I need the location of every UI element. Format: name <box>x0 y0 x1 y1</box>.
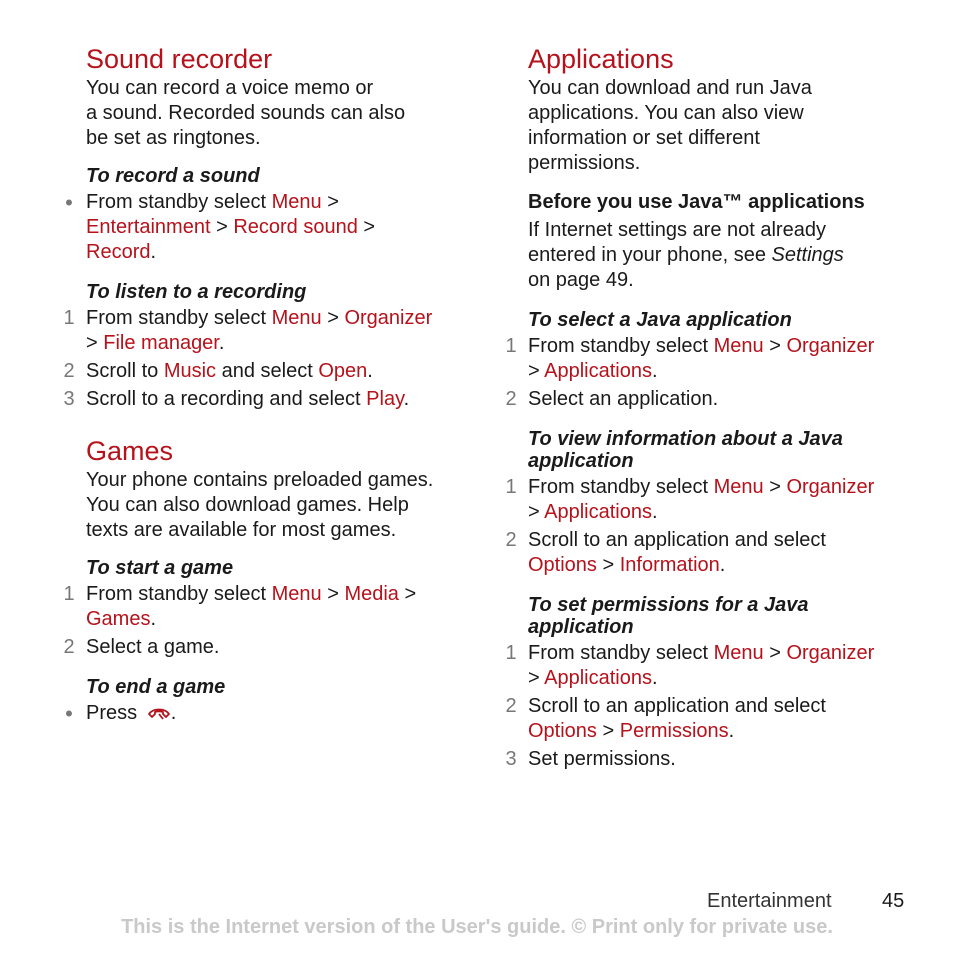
before-java-text: If Internet settings are not already entered in your phone, see Settings on page 49. <box>528 219 844 291</box>
list-item: 2 Scroll to Music and select Open. <box>63 360 373 382</box>
left-column <box>63 42 476 728</box>
applications-link[interactable]: Applications <box>544 360 652 382</box>
step-number: 3 <box>505 748 517 770</box>
start-game-title: To start a game <box>86 557 234 579</box>
menu-link[interactable]: Menu <box>271 191 322 213</box>
menu-link[interactable]: Menu <box>713 642 764 664</box>
step-number: 1 <box>505 642 517 664</box>
step-number: 1 <box>63 583 75 605</box>
games-link[interactable]: Games <box>86 608 151 630</box>
menu-link[interactable]: Menu <box>271 583 322 605</box>
record-sound-link[interactable]: Record sound <box>233 216 358 238</box>
play-link[interactable]: Play <box>366 388 404 410</box>
menu-link[interactable]: Menu <box>713 476 764 498</box>
list-item: 2 Scroll to an application and select Options > Information. <box>505 529 826 576</box>
applications-link[interactable]: Applications <box>544 501 652 523</box>
set-permissions-steps <box>505 641 928 772</box>
right-column <box>505 42 928 772</box>
select-java-steps <box>505 334 928 412</box>
view-info-title: To view information about a Java application <box>528 428 843 472</box>
music-link[interactable]: Music <box>163 360 217 382</box>
open-link[interactable]: Open <box>318 360 368 382</box>
end-game-steps <box>65 701 476 728</box>
file-manager-link[interactable]: File manager <box>103 332 219 354</box>
listen-recording-steps <box>63 306 476 412</box>
entertainment-link[interactable]: Entertainment <box>86 216 211 238</box>
menu-link[interactable]: Menu <box>713 335 764 357</box>
listen-recording-title: To listen to a recording <box>86 281 307 303</box>
step-number: 3 <box>63 388 75 410</box>
list-item: 1 From standby select Menu > Organizer > Applications. <box>505 476 875 523</box>
page-number: 45 <box>882 890 905 912</box>
step-number: 1 <box>505 476 517 498</box>
applications-heading: Applications <box>528 44 674 74</box>
menu-link[interactable]: Menu <box>271 307 322 329</box>
list-item: • From standby select Menu > Entertainment > Record sound > Record. <box>86 190 476 265</box>
list-item: 2 Select a game. <box>63 636 220 658</box>
list-item: • Press . <box>86 701 476 728</box>
list-item: 1 From standby select Menu > Organizer > File manager. <box>63 307 433 354</box>
record-link[interactable]: Record <box>86 241 151 263</box>
step-number: 2 <box>505 529 517 551</box>
list-item: 2 Select an application. <box>505 388 719 410</box>
end-call-icon <box>147 703 171 728</box>
organizer-link[interactable]: Organizer <box>786 642 875 664</box>
step-number: 1 <box>505 335 517 357</box>
start-game-steps <box>63 582 476 660</box>
bullet-icon: • <box>65 190 73 215</box>
end-game-title: To end a game <box>86 676 226 698</box>
list-item: 3 Scroll to a recording and select Play. <box>63 388 410 410</box>
step-number: 2 <box>505 695 517 717</box>
record-sound-title: To record a sound <box>86 165 260 187</box>
games-heading: Games <box>86 436 174 466</box>
settings-reference: Settings <box>771 244 844 266</box>
applications-intro: You can download and run Java applications. You can also view information or set different permissions. <box>528 77 812 174</box>
list-item: 1 From standby select Menu > Organizer > Applications. <box>505 642 875 689</box>
step-number: 2 <box>63 636 75 658</box>
organizer-link[interactable]: Organizer <box>786 476 875 498</box>
sound-recorder-intro: You can record a voice memo or a sound. Recorded sounds can also be set as ringtones. <box>86 77 406 149</box>
set-permissions-title: To set permissions for a Java application <box>528 594 809 638</box>
step-number: 1 <box>63 307 75 329</box>
list-item: 3 Set permissions. <box>505 748 676 770</box>
bullet-icon: • <box>65 701 73 726</box>
organizer-link[interactable]: Organizer <box>786 335 875 357</box>
before-java-heading: Before you use Java™ applications <box>528 191 865 213</box>
permissions-link[interactable]: Permissions <box>619 720 729 742</box>
disclaimer-text: This is the Internet version of the User's guide. © Print only for private use. <box>121 916 833 938</box>
list-item: 1 From standby select Menu > Media > Games. <box>63 583 417 630</box>
view-info-steps <box>505 475 928 578</box>
information-link[interactable]: Information <box>619 554 720 576</box>
list-item: 2 Scroll to an application and select Options > Permissions. <box>505 695 826 742</box>
games-intro: Your phone contains preloaded games. You can also download games. Help texts are available for most games. <box>86 469 434 541</box>
options-link[interactable]: Options <box>528 720 597 742</box>
step-number: 2 <box>505 388 517 410</box>
footer-section-name: Entertainment <box>707 890 832 912</box>
sound-recorder-heading: Sound recorder <box>86 44 273 74</box>
options-link[interactable]: Options <box>528 554 597 576</box>
media-link[interactable]: Media <box>344 583 399 605</box>
applications-link[interactable]: Applications <box>544 667 652 689</box>
list-item: 1 From standby select Menu > Organizer > Applications. <box>505 335 875 382</box>
record-sound-steps <box>65 190 476 265</box>
step-number: 2 <box>63 360 75 382</box>
organizer-link[interactable]: Organizer <box>344 307 433 329</box>
select-java-title: To select a Java application <box>528 309 792 331</box>
